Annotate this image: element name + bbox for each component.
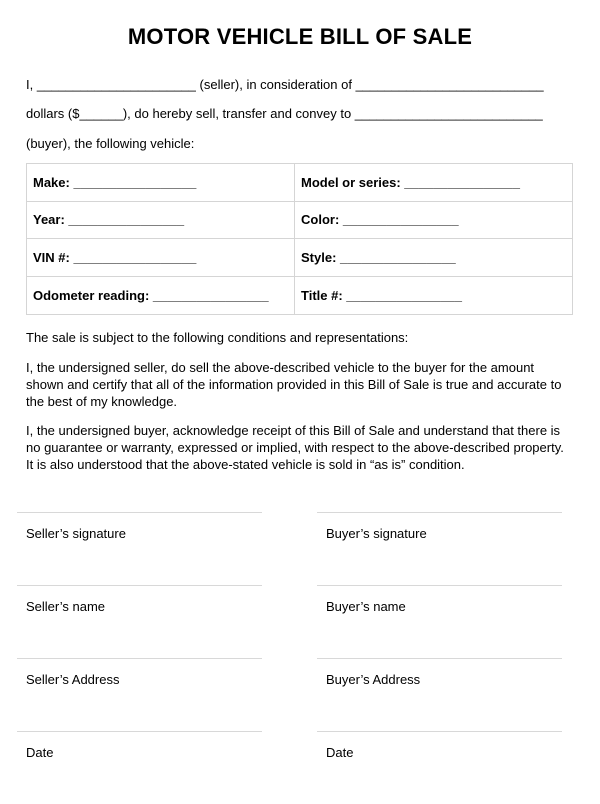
buyer-statement: I, the undersigned buyer, acknowledge receipt of this Bill of Sale and understand that there is no guarantee or warranty, expressed or implied, with respect to the above-described property. It is also understood that the above-stated vehicle is sold in “as is” condition.	[26, 423, 564, 472]
seller-signature-field[interactable]	[17, 512, 262, 585]
title-number-field[interactable]: Title #: ________________	[301, 287, 462, 303]
vin-field[interactable]: VIN #: _________________	[27, 239, 295, 277]
buyer-address-field[interactable]	[317, 658, 562, 731]
conditions-intro: The sale is subject to the following conditions and representations:	[26, 330, 409, 345]
make-field[interactable]: Make: _________________	[27, 164, 295, 202]
style-field[interactable]: Style: ________________	[295, 239, 572, 277]
seller-name-label: Seller’s name	[26, 599, 106, 614]
seller-signature-block	[17, 512, 262, 804]
seller-address-field[interactable]	[17, 658, 262, 731]
seller-date-field[interactable]	[17, 731, 262, 804]
seller-statement: I, the undersigned seller, do sell the above-described vehicle to the buyer for the amount shown and certify that all of the information provided in this Bill of Sale is true and accurate to the best of my knowledge.	[26, 360, 562, 409]
seller-address-label: Seller’s Address	[26, 672, 120, 687]
buyer-address-label: Buyer’s Address	[326, 672, 421, 687]
seller-date-label: Date	[26, 745, 54, 760]
document-title: MOTOR VEHICLE BILL OF SALE	[127, 24, 473, 49]
buyer-signature-block	[317, 512, 562, 804]
buyer-date-label: Date	[326, 745, 354, 760]
intro-line-dollars: dollars ($______), do hereby sell, transfer and convey to __________________________	[26, 106, 543, 121]
intro-line-buyer: (buyer), the following vehicle:	[26, 136, 195, 151]
model-field[interactable]: Model or series: ________________	[295, 164, 572, 202]
buyer-name-field[interactable]	[317, 585, 562, 658]
buyer-date-field[interactable]	[317, 731, 562, 804]
seller-signature-label: Seller’s signature	[26, 526, 126, 541]
intro-line-seller: I, ______________________ (seller), in consideration of __________________________	[26, 77, 544, 92]
buyer-signature-label: Buyer’s signature	[326, 526, 427, 541]
odometer-field[interactable]: Odometer reading: ________________	[27, 277, 295, 315]
color-field[interactable]: Color: ________________	[295, 202, 572, 240]
seller-name-field[interactable]	[17, 585, 262, 658]
buyer-signature-field[interactable]	[317, 512, 562, 585]
vehicle-details-table	[26, 163, 573, 315]
year-field[interactable]: Year: ________________	[27, 202, 295, 240]
buyer-name-label: Buyer’s name	[326, 599, 406, 614]
